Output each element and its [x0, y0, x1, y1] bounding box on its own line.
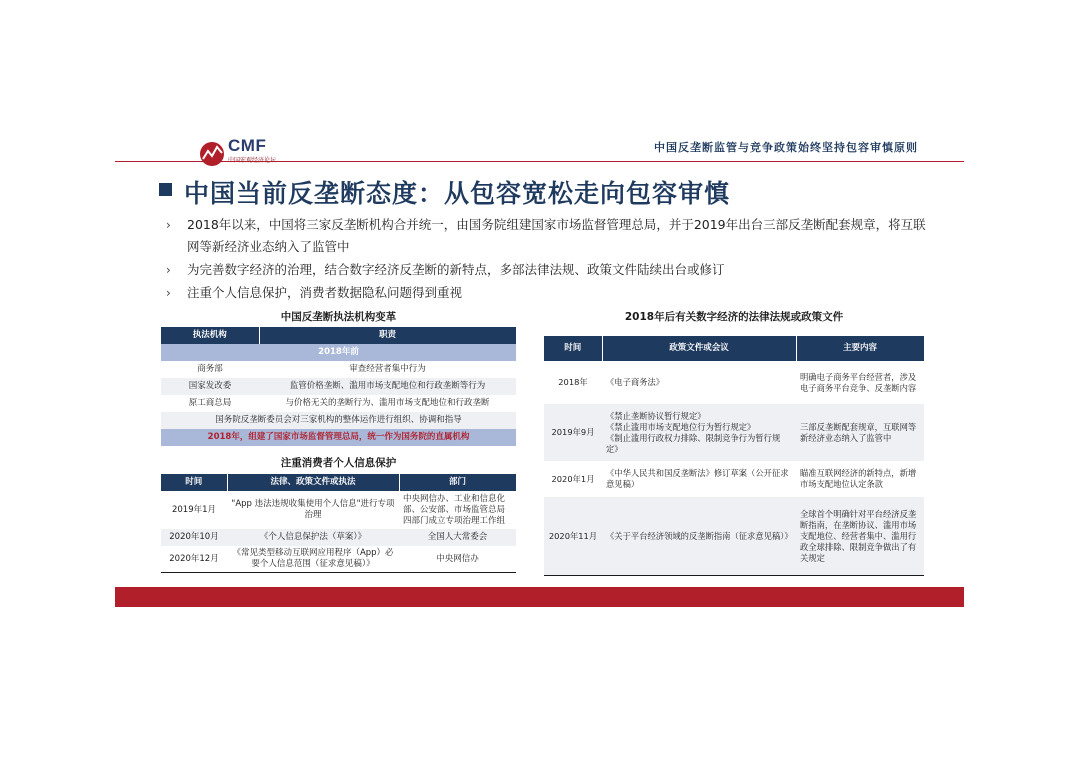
- chevron-right-icon: ›: [166, 263, 171, 277]
- table-title: 2018年后有关数字经济的法律法规或政策文件: [624, 311, 844, 323]
- highlight-row: 2018年，组建了国家市场监督管理总局，统一作为国务院的直属机构: [161, 429, 516, 446]
- table-cell: 《中华人民共和国反垄断法》修订草案（公开征求意见稿）: [602, 461, 796, 497]
- bullet-text: 为完善数字经济的治理，结合数字经济反垄断的新特点，多部法律法规、政策文件陆续出台或修订: [187, 262, 725, 277]
- page-title: 中国当前反垄断态度：从包容宽松走向包容审慎: [184, 179, 731, 208]
- table-cell: 全球首个明确针对平台经济反垄断指南，在垄断协议、滥用市场支配地位、经营者集中、滥用行政全球排除、限制竞争做出了有关规定: [796, 497, 924, 575]
- column-header: 时间: [161, 474, 227, 491]
- table-bottom-rule: [544, 575, 924, 576]
- table-cell: 2018年: [544, 361, 602, 404]
- header-divider: [115, 161, 964, 162]
- chevron-right-icon: ›: [166, 218, 171, 232]
- table-cell: 《电子商务法》: [602, 361, 796, 404]
- logo-text: CMF: [228, 136, 267, 155]
- bullet-text: 2018年以来，中国将三家反垄断机构合并统一，由国务院组建国家市场监督管理总局，并于2019年出台三部反垄断配套规章，将互联网等新经济业态纳入了监管中: [187, 217, 926, 254]
- bullet-point: [166, 282, 926, 304]
- table-title: 中国反垄断执法机构变革: [280, 311, 397, 323]
- table-cell: 国家发改委: [161, 378, 259, 395]
- chevron-right-icon: ›: [166, 286, 171, 300]
- table-cell: 《关于平台经济领域的反垄断指南（征求意见稿）》: [602, 497, 796, 575]
- table-agency-reform: [161, 309, 516, 446]
- table-cell: 审查经营者集中行为: [259, 361, 516, 378]
- table-cell: 商务部: [161, 361, 259, 378]
- bullet-point: [166, 214, 926, 258]
- bullet-point: [166, 259, 926, 281]
- table-cell: 明确电子商务平台经营者，涉及电子商务平台竞争、反垄断内容: [796, 361, 924, 404]
- table-cell: 2020年11月: [544, 497, 602, 575]
- table-cell: 中央网信办: [399, 546, 516, 572]
- period-band: 2018年前: [161, 344, 516, 361]
- column-header: 政策文件或会议: [602, 336, 796, 361]
- column-header: 时间: [544, 336, 602, 361]
- table-cell: "App 违法违规收集使用个人信息"进行专项治理: [227, 491, 399, 529]
- table-cell: 《常见类型移动互联网应用程序（App）必要个人信息范围（征求意见稿）》: [227, 546, 399, 572]
- table-digital-economy-laws: [544, 309, 924, 576]
- column-header: 部门: [399, 474, 516, 491]
- table-privacy-protection: [161, 455, 516, 573]
- table-cell: 中央网信办、工业和信息化部、公安部、市场监管总局四部门成立专项治理工作组: [399, 491, 516, 529]
- table-cell: 2020年10月: [161, 529, 227, 546]
- table-cell: 2019年9月: [544, 404, 602, 461]
- table-cell: 原工商总局: [161, 395, 259, 412]
- table-cell: 2020年12月: [161, 546, 227, 572]
- table-cell: 三部反垄断配套规章，互联网等新经济业态纳入了监管中: [796, 404, 924, 461]
- table-bottom-rule: [161, 572, 516, 573]
- column-header: 法律、政策文件或执法: [227, 474, 399, 491]
- table-cell: 2019年1月: [161, 491, 227, 529]
- table-cell: 《禁止垄断协议暂行规定》 《禁止滥用市场支配地位行为暂行规定》 《制止滥用行政权力排除、限制竞争行为暂行规定》: [602, 404, 796, 461]
- table-note: 国务院反垄断委员会对三家机构的整体运作进行组织、协调和指导: [161, 412, 516, 429]
- table-cell: 全国人大常委会: [399, 529, 516, 546]
- column-header: 职责: [259, 327, 516, 344]
- table-cell: 瞄准互联网经济的新特点，新增市场支配地位认定条款: [796, 461, 924, 497]
- bullet-text: 注重个人信息保护，消费者数据隐私问题得到重视: [187, 285, 463, 300]
- header-title: 中国反垄断监管与竞争政策始终坚持包容审慎原则: [654, 141, 918, 154]
- title-square-icon: [159, 183, 172, 196]
- bullet-list: [166, 214, 926, 305]
- table-cell: 2020年1月: [544, 461, 602, 497]
- column-header: 执法机构: [161, 327, 259, 344]
- column-header: 主要内容: [796, 336, 924, 361]
- table-cell: 监管价格垄断、滥用市场支配地位和行政垄断等行为: [259, 378, 516, 395]
- table-title: 注重消费者个人信息保护: [280, 457, 397, 469]
- logo-subtitle: [228, 155, 276, 164]
- table-cell: 与价格无关的垄断行为、滥用市场支配地位和行政垄断: [259, 395, 516, 412]
- table-cell: 《个人信息保护法（草案）》: [227, 529, 399, 546]
- footer-band: [115, 587, 964, 607]
